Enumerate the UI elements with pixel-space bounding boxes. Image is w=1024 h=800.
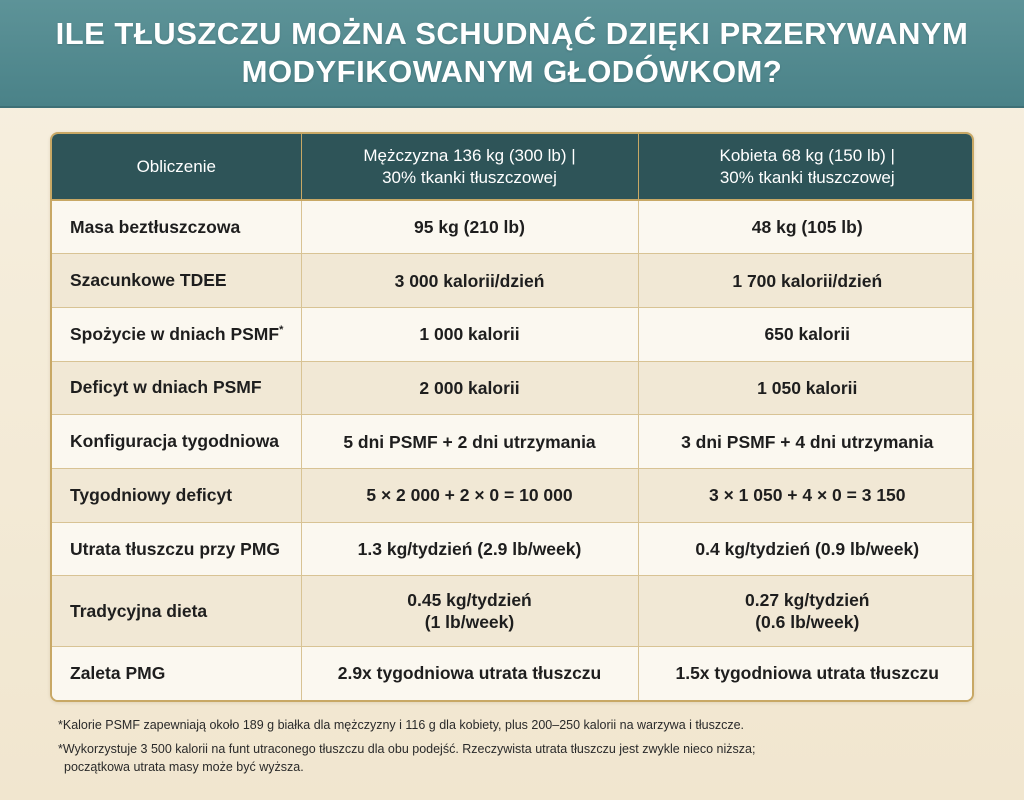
title-banner: [0, 0, 1024, 108]
man-value: 2 000 kalorii: [301, 361, 638, 415]
woman-value: 650 kalorii: [638, 307, 974, 361]
man-value: 1 000 kalorii: [301, 307, 638, 361]
header-woman-line-1: Kobieta 68 kg (150 lb) |: [719, 145, 895, 165]
man-value-line-1: 0.45 kg/tydzień: [407, 590, 532, 611]
header-man-line-1: Mężczyzna 136 kg (300 lb) |: [363, 145, 576, 165]
table-row: [52, 576, 974, 646]
table-row: [52, 522, 974, 576]
woman-value: 3 dni PSMF + 4 dni utrzymania: [638, 415, 974, 469]
page-title-line-2: MODYFIKOWANYM GŁODÓWKOM?: [241, 54, 783, 89]
row-label: Konfiguracja tygodniowa: [52, 415, 301, 469]
row-label: Zaleta PMG: [52, 646, 301, 700]
footnotes: [58, 716, 978, 776]
header-woman-line-2: 30% tkanki tłuszczowej: [719, 167, 895, 187]
row-label: Utrata tłuszczu przy PMG: [52, 522, 301, 576]
woman-value: 1.5x tygodniowa utrata tłuszczu: [638, 646, 974, 700]
header-man: [301, 134, 638, 200]
table-row: [52, 469, 974, 523]
man-value: 95 kg (210 lb): [301, 200, 638, 254]
page-title-line-1: ILE TŁUSZCZU MOŻNA SCHUDNĄĆ DZIĘKI PRZERYWANYM: [55, 16, 969, 51]
woman-value-line-1: 0.27 kg/tydzień: [745, 590, 870, 611]
man-value: 5 dni PSMF + 2 dni utrzymania: [301, 415, 638, 469]
woman-value: 1 050 kalorii: [638, 361, 974, 415]
footnote-marker: *: [279, 323, 284, 336]
row-label: Deficyt w dniach PSMF: [52, 361, 301, 415]
man-value: 1.3 kg/tydzień (2.9 lb/week): [301, 522, 638, 576]
row-label-cell: [52, 307, 301, 361]
table-header-row: [52, 134, 974, 200]
woman-value: 48 kg (105 lb): [638, 200, 974, 254]
footnote-2-line-2: początkowa utrata masy może być wyższa.: [64, 760, 304, 774]
woman-value: [638, 576, 974, 646]
header-man-line-2: 30% tkanki tłuszczowej: [382, 167, 557, 187]
comparison-table: [50, 132, 974, 702]
footnote-2-line-1: *Wykorzystuje 3 500 kalorii na funt utraconego tłuszczu dla obu podejść. Rzeczywista utrata tłuszczu jest zwykle nieco niższa;: [58, 742, 756, 756]
header-calculation: Obliczenie: [52, 134, 301, 200]
table-row: [52, 361, 974, 415]
woman-value-line-2: (0.6 lb/week): [755, 612, 860, 633]
man-value: 2.9x tygodniowa utrata tłuszczu: [301, 646, 638, 700]
woman-value: 0.4 kg/tydzień (0.9 lb/week): [638, 522, 974, 576]
table-row: [52, 415, 974, 469]
man-value: [301, 576, 638, 646]
row-label: Szacunkowe TDEE: [52, 254, 301, 308]
table-row: [52, 254, 974, 308]
header-woman: [638, 134, 974, 200]
man-value: 3 000 kalorii/dzień: [301, 254, 638, 308]
table-row: [52, 307, 974, 361]
row-label: Tradycyjna dieta: [52, 576, 301, 646]
table-row: [52, 646, 974, 700]
row-label: Spożycie w dniach PSMF: [70, 323, 280, 344]
woman-value: 3 × 1 050 + 4 × 0 = 3 150: [638, 469, 974, 523]
man-value: 5 × 2 000 + 2 × 0 = 10 000: [301, 469, 638, 523]
footnote-1: *Kalorie PSMF zapewniają około 189 g białka dla mężczyzny i 116 g dla kobiety, plus 200–250 kalorii na warzywa i tłuszcze.: [58, 718, 745, 732]
row-label: Masa beztłuszczowa: [52, 200, 301, 254]
man-value-line-2: (1 lb/week): [424, 612, 515, 633]
table-row: [52, 200, 974, 254]
woman-value: 1 700 kalorii/dzień: [638, 254, 974, 308]
row-label: Tygodniowy deficyt: [52, 469, 301, 523]
